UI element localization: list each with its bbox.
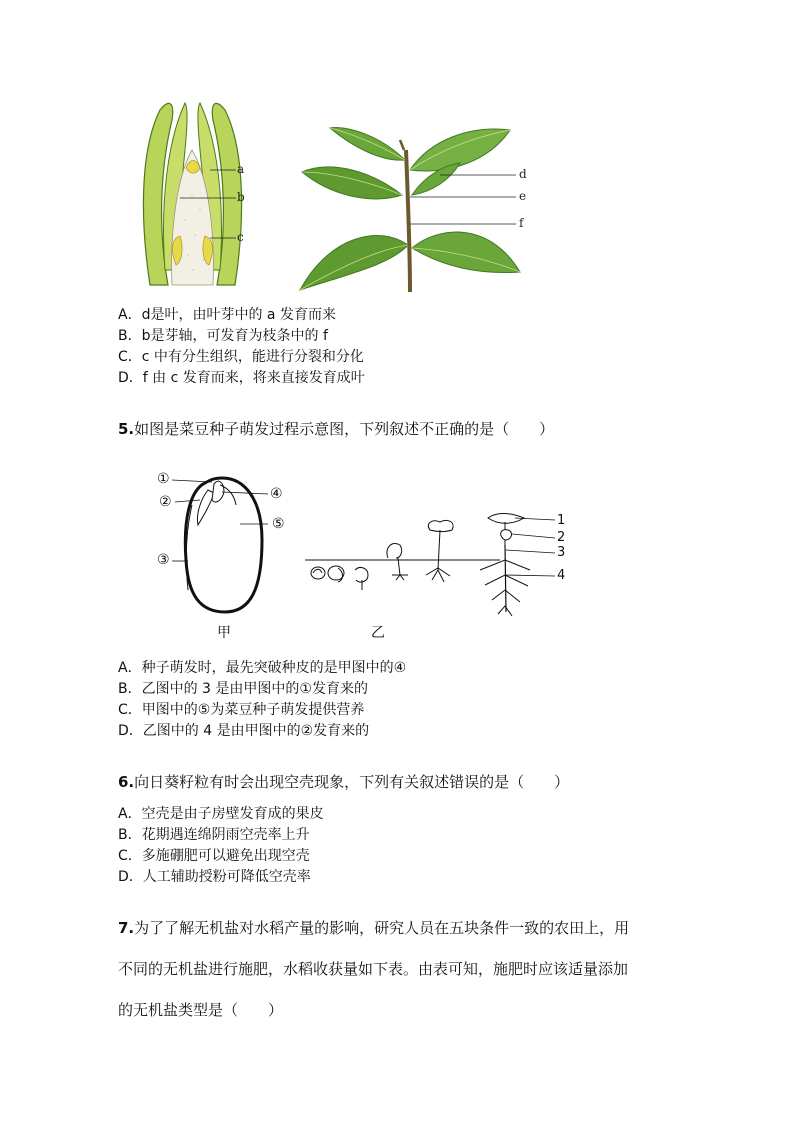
q6-option-b[interactable]: B．花期遇连绵阴雨空壳率上升 <box>118 827 310 843</box>
marker-yi-3: 3 <box>557 545 566 560</box>
q6-number: 6. <box>118 773 135 791</box>
q5-number: 5. <box>118 420 135 438</box>
q5-option-a[interactable]: A．种子萌发时，最先突破种皮的是甲图中的④ <box>118 660 407 676</box>
label-c: c <box>237 230 244 244</box>
q6-stem <box>118 771 569 793</box>
q4-option-b[interactable]: B．b是芽轴，可发育为枝条中的 f <box>118 328 328 344</box>
q5-stem-text: 如图是菜豆种子萌发过程示意图，下列叙述不正确的是（ ） <box>134 420 555 438</box>
q6-stem-text: 向日葵籽粒有时会出现空壳现象，下列有关叙述错误的是（ ） <box>134 773 570 791</box>
q7-number: 7. <box>118 919 135 937</box>
q6-option-d[interactable]: D．人工辅助授粉可降低空壳率 <box>118 869 311 885</box>
q4-option-a[interactable]: A．d是叶，由叶芽中的 a 发育而来 <box>118 307 336 323</box>
q6-option-a[interactable]: A．空壳是由子房壁发育成的果皮 <box>118 806 324 822</box>
label-b: b <box>237 190 245 204</box>
label-a: a <box>237 162 245 176</box>
marker-5: ⑤ <box>272 516 285 532</box>
q7-stem-line-2: 不同的无机盐进行施肥，水稻收获量如下表。由表可知，施肥时应该适量添加 <box>118 960 629 978</box>
marker-yi-4: 4 <box>557 568 566 583</box>
q5-option-b[interactable]: B．乙图中的 3 是由甲图中的①发育来的 <box>118 681 368 697</box>
label-jia: 甲 <box>217 625 231 641</box>
marker-2: ② <box>159 494 172 510</box>
label-f: f <box>519 216 524 230</box>
q4-option-c[interactable]: C．c 中有分生组织，能进行分裂和分化 <box>118 349 364 365</box>
marker-3: ③ <box>157 552 170 568</box>
marker-yi-1: 1 <box>557 513 566 528</box>
label-yi: 乙 <box>371 625 385 641</box>
label-d: d <box>519 167 527 181</box>
q5-option-c[interactable]: C．甲图中的⑤为菜豆种子萌发提供营养 <box>118 702 365 718</box>
q5-option-d[interactable]: D．乙图中的 4 是由甲图中的②发育来的 <box>118 723 370 739</box>
q7-stem-line-1 <box>118 917 629 939</box>
marker-4: ④ <box>270 486 283 502</box>
marker-yi-2: 2 <box>557 530 566 545</box>
q7-line-1-text: 为了了解无机盐对水稻产量的影响，研究人员在五块条件一致的农田上，用 <box>134 919 630 937</box>
q7-stem-line-3: 的无机盐类型是（ ） <box>118 1001 284 1019</box>
label-e: e <box>519 189 527 203</box>
q6-option-c[interactable]: C．多施硼肥可以避免出现空壳 <box>118 848 310 864</box>
q4-option-d[interactable]: D．f 由 c 发育而来，将来直接发育成叶 <box>118 370 365 386</box>
marker-1: ① <box>157 471 170 487</box>
